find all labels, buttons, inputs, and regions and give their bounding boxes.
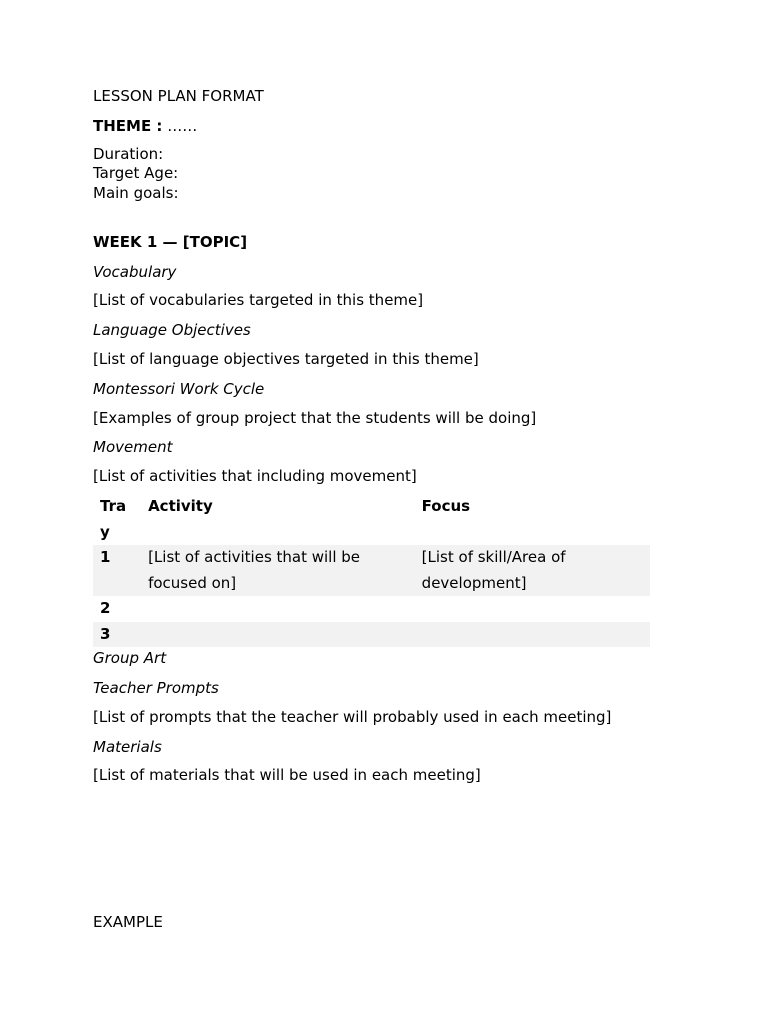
tray-number: 2	[100, 599, 111, 617]
language-objectives-heading: Language Objectives	[93, 321, 251, 339]
target-age-label: Target Age:	[93, 164, 179, 182]
header-tray: Tra y	[100, 497, 127, 541]
teacher-prompts-heading: Teacher Prompts	[93, 679, 219, 697]
materials-heading: Materials	[93, 738, 162, 756]
group-art-heading: Group Art	[93, 649, 167, 667]
table-row	[93, 545, 650, 596]
movement-text: [List of activities that including movement]	[93, 467, 417, 485]
focus-cell	[415, 622, 650, 648]
vocabulary-heading: Vocabulary	[93, 263, 177, 281]
teacher-prompts-text: [List of prompts that the teacher will probably used in each meeting]	[93, 708, 612, 726]
table-header-row	[93, 494, 650, 545]
week-heading: WEEK 1 — [TOPIC]	[93, 233, 248, 251]
activity-cell	[141, 622, 415, 648]
tray-activity-table	[93, 494, 650, 647]
vocabulary-text: [List of vocabularies targeted in this theme]	[93, 291, 424, 309]
theme-value: ……	[167, 117, 198, 135]
theme-line	[93, 116, 197, 136]
work-cycle-heading: Montessori Work Cycle	[93, 380, 265, 398]
focus-cell: [List of skill/Area of development]	[421, 548, 566, 592]
tray-number: 1	[100, 548, 111, 566]
tray-number: 3	[100, 624, 111, 643]
focus-cell	[415, 596, 650, 622]
work-cycle-text: [Examples of group project that the students will be doing]	[93, 409, 537, 427]
header-activity: Activity	[148, 497, 213, 515]
movement-heading: Movement	[93, 438, 173, 456]
document-title: LESSON PLAN FORMAT	[93, 87, 264, 105]
activity-cell	[141, 596, 415, 622]
theme-label: THEME :	[93, 117, 163, 135]
duration-label: Duration:	[93, 145, 164, 163]
main-goals-label: Main goals:	[93, 184, 179, 202]
activity-cell: [List of activities that will be focused on]	[148, 548, 361, 592]
table-row	[93, 596, 650, 622]
header-focus: Focus	[421, 497, 471, 515]
table-row	[93, 622, 650, 648]
example-label: EXAMPLE	[93, 913, 163, 931]
language-objectives-text: [List of language objectives targeted in this theme]	[93, 350, 479, 368]
materials-text: [List of materials that will be used in each meeting]	[93, 766, 481, 784]
